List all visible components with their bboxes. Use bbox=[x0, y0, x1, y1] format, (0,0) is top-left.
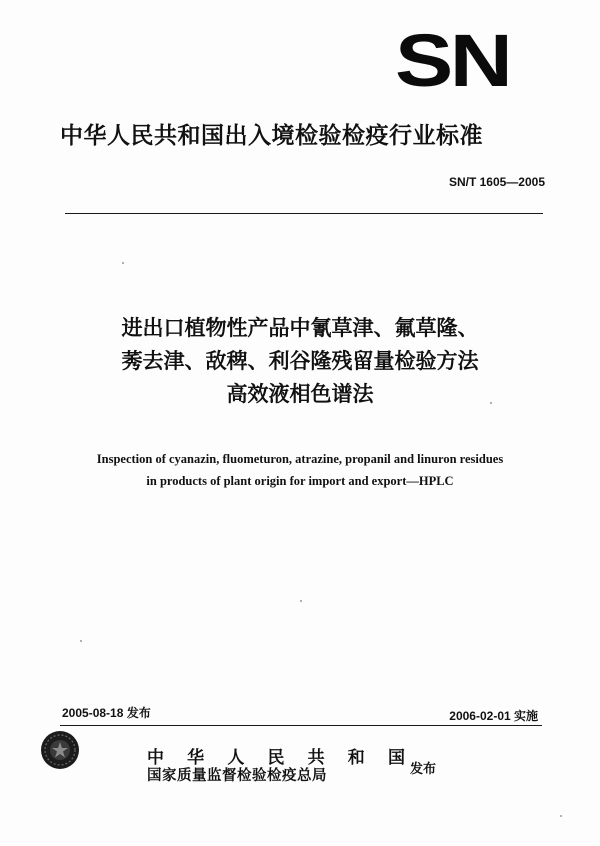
national-emblem-icon bbox=[40, 730, 80, 770]
implementation-date: 2006-02-01 实施 bbox=[449, 709, 538, 723]
english-title-line-2: in products of plant origin for import and export—HPLC bbox=[146, 474, 454, 488]
publisher-char: 国 bbox=[387, 748, 405, 768]
publisher-char: 和 bbox=[347, 748, 365, 768]
top-divider bbox=[65, 213, 543, 214]
scan-speck bbox=[490, 402, 492, 404]
scan-speck bbox=[300, 600, 302, 602]
scan-speck bbox=[80, 640, 82, 642]
english-title-line-1: Inspection of cyanazin, fluometuron, atrazine, propanil and linuron residues bbox=[96, 452, 504, 466]
chinese-title bbox=[40, 312, 560, 411]
chinese-title-line-3: 高效液相色谱法 bbox=[226, 382, 374, 406]
publisher-suffix: 发布 bbox=[410, 762, 437, 777]
publisher-char: 华 bbox=[187, 748, 205, 768]
publisher-char: 人 bbox=[227, 748, 245, 768]
scan-speck bbox=[122, 262, 124, 264]
chinese-title-line-1: 进出口植物性产品中氰草津、氟草隆、 bbox=[121, 316, 479, 340]
scan-speck bbox=[560, 815, 562, 817]
chinese-title-line-2: 莠去津、敌稗、利谷隆残留量检验方法 bbox=[121, 349, 479, 373]
english-title bbox=[40, 448, 560, 492]
standard-code: SN/T 1605—2005 bbox=[448, 175, 545, 189]
publisher-char: 民 bbox=[267, 748, 285, 768]
bottom-divider bbox=[60, 725, 542, 726]
publisher-char: 共 bbox=[307, 748, 325, 768]
publisher-char: 中 bbox=[147, 748, 164, 768]
sn-logo: SN bbox=[395, 19, 510, 102]
issue-date: 2005-08-18 发布 bbox=[62, 706, 151, 720]
publisher-agency: 国家质量监督检验检疫总局 bbox=[147, 768, 327, 784]
org-title: 中华人民共和国出入境检验检疫行业标准 bbox=[60, 123, 483, 149]
